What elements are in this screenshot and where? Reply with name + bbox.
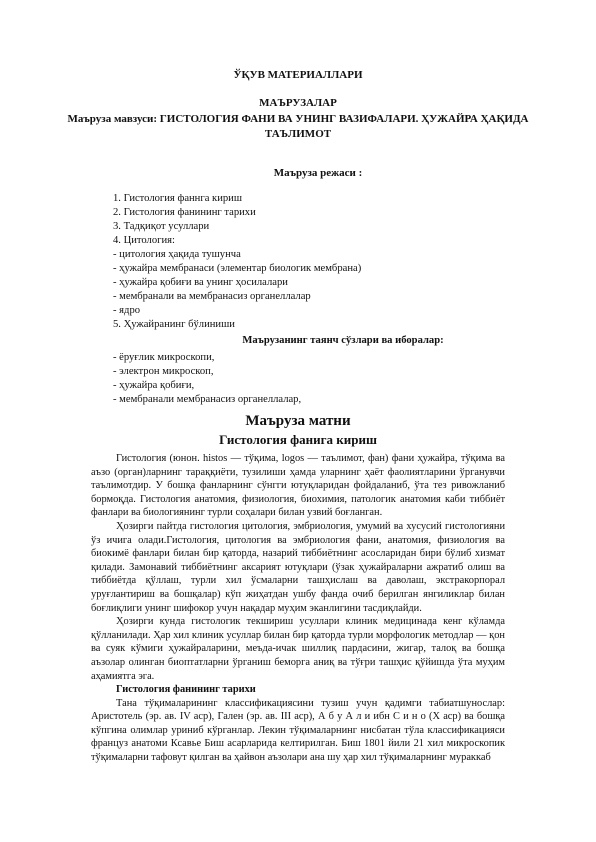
lecture-text-heading: Маъруза матни bbox=[245, 413, 351, 429]
plan-item: 4. Цитология: bbox=[113, 235, 175, 246]
lectures-heading: МАЪРУЗАЛАР bbox=[259, 97, 337, 109]
paragraph: Тана тўқималарининг классификациясини тузиш учун қадимги табиатшунослар: Аристотель (эр. ав. IV аср), Гален (эр. ав. III аср), А б у А л и ибн С и н о (X аср) ва бошқа кўпгина олимлар уриниб кўрганлар. Лекин тўқималарнинг нисбатан тўла классификацияси француз анатоми Ксавье Биш асарларида келтирилган. Биш 1801 йили 21 хил микроскопик тўқималарни тафовут қилган ва ҳайвон аъзолари ана шу ҳар хил тўқималарнинг мураккаб bbox=[91, 697, 505, 764]
plan-item: - ҳужайра мембранаси (элементар биологик мембрана) bbox=[113, 263, 362, 274]
paragraph: Гистология (юнон. histos — тўқима, logos — таълимот, фан) фани ҳужайра, тўқима ва аъзо (орган)ларнинг тараққиёти, тузилиши ҳамда уларнинг ҳаёт фаолиятларини ўрганувчи таълимотдир. У бошқа фанларнинг сўнгги ютуқларидан фойдаланиб, ўта тез ривожланиб бормоқда. Гистология анатомия, физиология, биохимия, патологик анатомия каби тиббиёт фанлари ва биологиянинг турли соҳалари билан узвий боғланган. bbox=[91, 453, 505, 519]
plan-item: 3. Тадқиқот усуллари bbox=[113, 221, 210, 232]
paragraph: Ҳозирги кунда гистологик текшириш усуллари клиник медицинада кенг кўламда қўлланилади. Ҳар хил клиник усуллар билан бир қаторда турли морфологик методлар — қон ва суяк кўмиги ҳужайраларини, меъда-ичак шиллиқ пардасини, жигар, талоқ ва бошқа аъзолар олинган биоптатларни ўрганиш беморга аниқ ва тўғри ташҳис қўйишда ўта муҳим аҳамиятга эга. bbox=[91, 616, 505, 682]
keyword-item: - ҳужайра қобиғи, bbox=[113, 380, 195, 391]
plan-item: - ҳужайра қобиғи ва унинг ҳосилалари bbox=[113, 277, 288, 288]
plan-item: - ядро bbox=[113, 305, 141, 316]
plan-item: 2. Гистология фанининг тарихи bbox=[113, 207, 256, 218]
intro-heading: Гистология фанига кириш bbox=[219, 432, 377, 447]
lecture-body bbox=[91, 452, 505, 765]
history-heading: Гистология фанининг тарихи bbox=[116, 684, 256, 696]
keywords-list bbox=[113, 351, 301, 407]
paragraph: Ҳозирги пайтда гистология цитология, эмбриология, умумий ва хусусий гистологияни ўз ичига олади.Гистология, цитология ва эмбриология фани, анатомия, физиология ва биокимё фанлари билан бир қаторда, назарий тиббиётнинг асосларидан бири бўлиб хизмат қилади. Замонавий тиббиётнинг аксарият ютуқлари (ўзак ҳужайраларни ажратиб олиш ва тиббиётда қўллаш, турли хил ўсмаларни ташҳислаш ва даволаш, экстракорпорал уруғлантириш ва бошқалар) кўп жиҳатдан ушбу фанда очиб берилган янгиликлар билан боғлиқлиги унинг шифокор учун нақадар муҳим эканлигини тасдиқлайди. bbox=[91, 520, 505, 614]
keyword-item: - электрон микроскоп, bbox=[113, 366, 214, 377]
lecture-topic: Маъруза мавзуси: ГИСТОЛОГИЯ ФАНИ ВА УНИНГ ВАЗИФАЛАРИ. ҲУЖАЙРА ҲАҚИДА ТАЪЛИМОТ bbox=[67, 113, 529, 140]
keyword-item: - мембранали мембранасиз органеллалар, bbox=[113, 394, 302, 405]
lecture-plan-list bbox=[113, 192, 361, 332]
keywords-heading: Маърузанинг таянч сўзлари ва иборалар: bbox=[242, 335, 444, 346]
plan-item: 1. Гистология фаннга кириш bbox=[113, 193, 242, 204]
plan-heading: Маъруза режаси : bbox=[273, 167, 363, 179]
plan-item: - цитология ҳақида тушунча bbox=[113, 249, 241, 260]
keyword-item: - ёруғлик микроскопи, bbox=[113, 352, 215, 363]
plan-item: - мембранали ва мембранасиз органеллалар bbox=[113, 291, 311, 302]
main-title: ЎҚУВ МАТЕРИАЛЛАРИ bbox=[233, 69, 363, 81]
plan-item: 5. Ҳужайранинг бўлиниши bbox=[113, 319, 235, 330]
